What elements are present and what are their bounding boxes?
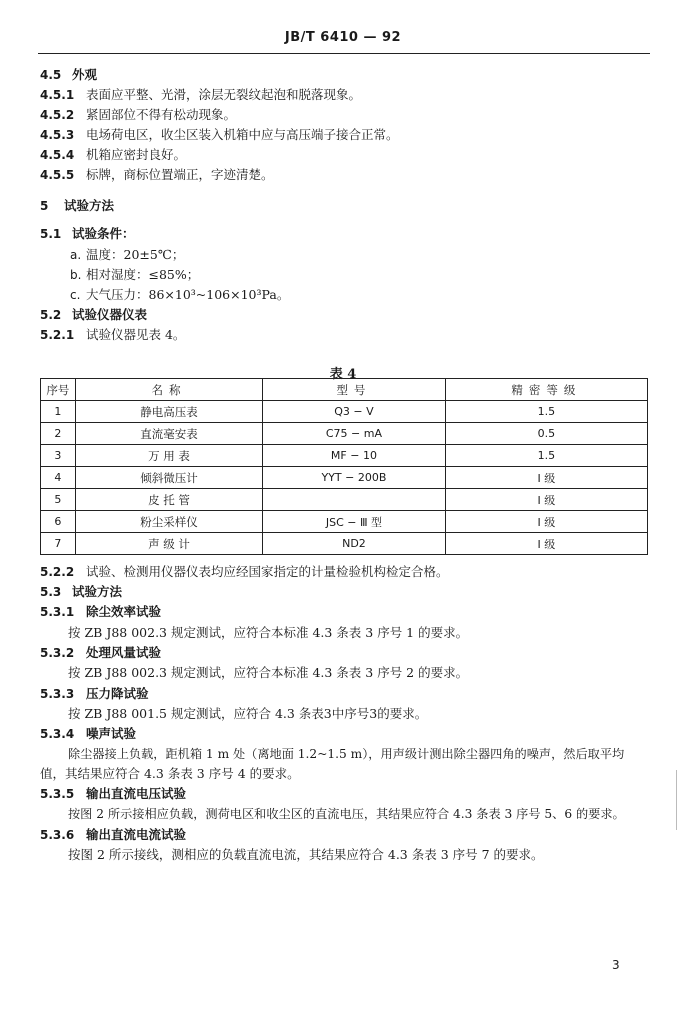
section-number: 5 — [40, 199, 49, 213]
condition-b — [70, 267, 199, 283]
clause-5-3-2-body: 按 ZB J88 002.3 规定测试，应符合本标准 4.3 条表 3 序号 2 的要求。 — [68, 665, 469, 680]
header-no: 序号 — [41, 379, 76, 401]
clause-5-2 — [40, 307, 147, 323]
clause-5-3-4-body-line2: 值，其结果应符合 4.3 条表 3 序号 4 的要求。 — [40, 766, 300, 781]
table-row — [41, 445, 648, 467]
list-letter: a. — [70, 248, 82, 262]
clause-5-3-5-body: 按图 2 所示接相应负载，测荷电区和收尘区的直流电压，其结果应符合 4.3 条表 3 序号 5、6 的要求。 — [68, 807, 625, 821]
clause-number: 5.3.1 — [40, 605, 75, 619]
cell-no: 1 — [41, 401, 76, 423]
clause-4-5-4 — [40, 147, 186, 163]
scan-edge-mark — [676, 770, 677, 830]
clause-number: 5.3.6 — [40, 828, 75, 842]
table-header-row — [41, 379, 648, 401]
clause-number: 4.5.4 — [40, 148, 75, 162]
clause-number: 4.5.2 — [40, 108, 75, 122]
table-row — [41, 423, 648, 445]
cell-name: 皮 托 管 — [75, 489, 262, 511]
clause-5-2-1 — [40, 327, 185, 343]
list-text: 相对湿度：≤85%； — [86, 267, 200, 282]
cell-grade: 1.5 — [445, 445, 647, 467]
clause-5-1 — [40, 226, 135, 242]
clause-title: 试验方法 — [72, 584, 123, 599]
clause-5-3-4 — [40, 726, 136, 742]
cell-no: 3 — [41, 445, 76, 467]
clause-title: 输出直流电压试验 — [86, 786, 187, 801]
cell-name: 静电高压表 — [75, 401, 262, 423]
cell-grade: Ⅰ 级 — [445, 467, 647, 489]
table-row — [41, 467, 648, 489]
section-title: 试验方法 — [64, 198, 115, 213]
clause-text: 标牌，商标位置端正，字迹清楚。 — [86, 167, 274, 182]
cell-grade: Ⅰ 级 — [445, 533, 647, 555]
clause-4-5-3 — [40, 127, 399, 143]
clause-text: 试验仪器见表 4。 — [86, 327, 186, 342]
clause-title: 处理风量试验 — [86, 645, 162, 660]
clause-text: 机箱应密封良好。 — [86, 147, 187, 162]
clause-text: 表面应平整、光滑，涂层无裂纹起泡和脱落现象。 — [86, 87, 362, 102]
clause-number: 5.1 — [40, 227, 62, 241]
cell-no: 2 — [41, 423, 76, 445]
clause-5-3-3-body: 按 ZB J88 001.5 规定测试，应符合 4.3 条表3中序号3的要求。 — [68, 706, 428, 721]
cell-no: 7 — [41, 533, 76, 555]
clause-5-3-4-body-line1: 除尘器接上负载，距机箱 1 m 处（离地面 1.2~1.5 m），用声级计测出除尘器四角的噪声，然后取平均 — [68, 747, 625, 761]
cell-model: Q3 − V — [263, 401, 446, 423]
header-model: 型号 — [263, 379, 446, 401]
header-name: 名称 — [75, 379, 262, 401]
cell-name: 万 用 表 — [75, 445, 262, 467]
clause-number: 5.2.1 — [40, 328, 75, 342]
clause-title: 试验仪器仪表 — [72, 307, 148, 322]
clause-number: 4.5.3 — [40, 128, 75, 142]
clause-number: 4.5.5 — [40, 168, 75, 182]
cell-grade: Ⅰ 级 — [445, 489, 647, 511]
list-letter: c. — [70, 288, 81, 302]
table-caption: 表 4 — [329, 367, 357, 382]
clause-5-3-2 — [40, 645, 161, 661]
cell-name: 直流毫安表 — [75, 423, 262, 445]
instrument-table — [40, 378, 648, 555]
clause-title: 除尘效率试验 — [86, 604, 162, 619]
clause-5-3-6 — [40, 827, 186, 843]
standard-header: JB/T 6410 — 92 — [284, 30, 402, 45]
cell-grade: Ⅰ 级 — [445, 511, 647, 533]
clause-4-5 — [40, 67, 97, 83]
cell-model — [263, 489, 446, 511]
clause-5-3-1 — [40, 604, 161, 620]
cell-model: C75 − mA — [263, 423, 446, 445]
clause-4-5-1 — [40, 87, 361, 103]
clause-4-5-5 — [40, 167, 274, 183]
clause-number: 5.2 — [40, 308, 62, 322]
list-text: 大气压力：86×10³~106×10³Pa。 — [86, 287, 290, 302]
condition-c — [70, 287, 289, 303]
header-rule — [38, 53, 650, 54]
clause-4-5-2 — [40, 107, 236, 123]
table-row — [41, 533, 648, 555]
clause-number: 5.3.3 — [40, 687, 75, 701]
clause-5-3 — [40, 584, 122, 600]
clause-number: 4.5.1 — [40, 88, 75, 102]
page-number: 3 — [612, 958, 620, 972]
cell-name: 倾斜微压计 — [75, 467, 262, 489]
clause-5-3-3 — [40, 686, 149, 702]
list-text: 温度：20±5℃； — [86, 247, 185, 262]
cell-name: 粉尘采样仪 — [75, 511, 262, 533]
clause-title: 压力降试验 — [86, 686, 149, 701]
clause-number: 5.3.2 — [40, 646, 75, 660]
cell-model: JSC − Ⅲ 型 — [263, 511, 446, 533]
clause-number: 5.3 — [40, 585, 62, 599]
table-row — [41, 401, 648, 423]
clause-5-3-5 — [40, 786, 186, 802]
clause-text: 紧固部位不得有松动现象。 — [86, 107, 237, 122]
clause-number: 4.5 — [40, 68, 62, 82]
cell-grade: 1.5 — [445, 401, 647, 423]
cell-model: MF − 10 — [263, 445, 446, 467]
cell-model: ND2 — [263, 533, 446, 555]
cell-grade: 0.5 — [445, 423, 647, 445]
clause-number: 5.3.4 — [40, 727, 75, 741]
cell-no: 5 — [41, 489, 76, 511]
cell-no: 4 — [41, 467, 76, 489]
clause-number: 5.2.2 — [40, 565, 75, 579]
cell-no: 6 — [41, 511, 76, 533]
table-row — [41, 511, 648, 533]
clause-5-3-6-body: 按图 2 所示接线，测相应的负载直流电流，其结果应符合 4.3 条表 3 序号 7 的要求。 — [68, 847, 544, 862]
section-5 — [40, 198, 114, 214]
clause-title: 噪声试验 — [86, 726, 137, 741]
clause-title: 输出直流电流试验 — [86, 827, 187, 842]
condition-a — [70, 247, 184, 263]
clause-title: 试验条件： — [72, 226, 135, 241]
clause-text: 电场荷电区，收尘区装入机箱中应与高压端子接合正常。 — [86, 127, 399, 142]
cell-model: YYT − 200B — [263, 467, 446, 489]
cell-name: 声 级 计 — [75, 533, 262, 555]
clause-5-2-2 — [40, 564, 449, 580]
clause-number: 5.3.5 — [40, 787, 75, 801]
clause-5-3-1-body: 按 ZB J88 002.3 规定测试，应符合本标准 4.3 条表 3 序号 1 的要求。 — [68, 625, 469, 640]
header-grade: 精密等级 — [445, 379, 647, 401]
list-letter: b. — [70, 268, 82, 282]
clause-title: 外观 — [72, 67, 98, 82]
clause-text: 试验、检测用仪器仪表均应经国家指定的计量检验机构检定合格。 — [86, 564, 449, 579]
table-row — [41, 489, 648, 511]
